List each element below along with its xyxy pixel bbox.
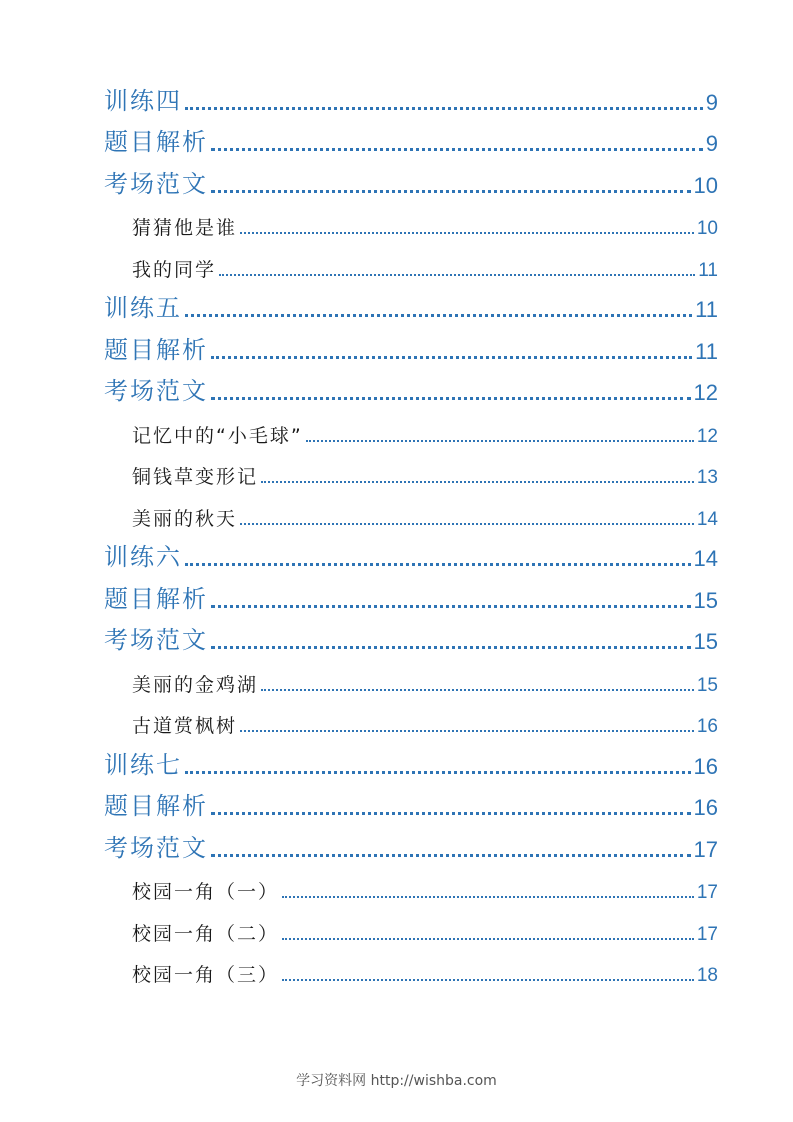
toc-entry[interactable] [104,80,718,116]
dot-leader [240,523,694,525]
dot-leader [211,356,692,359]
toc-entry-label: 题目解析 [104,336,208,364]
toc-entry-label: 校园一角（三） [132,964,280,986]
dot-leader [240,730,694,732]
toc-entry-page: 9 [705,90,718,115]
toc-entry[interactable] [104,121,718,157]
dot-leader [185,314,692,317]
toc-entry[interactable] [104,619,718,655]
toc-entry[interactable] [132,868,718,904]
dot-leader [306,440,694,442]
toc-entry[interactable] [104,578,718,614]
toc-entry-label: 记忆中的“小毛球” [132,425,303,447]
toc-entry-page: 9 [705,131,718,156]
toc-entry-label: 美丽的秋天 [132,508,238,530]
dot-leader [185,771,691,774]
dot-leader [211,812,691,815]
toc-entry-page: 10 [696,218,718,239]
toc-entry-page: 18 [696,965,718,986]
toc-entry-label: 校园一角（二） [132,923,280,945]
toc-entry-page: 16 [693,754,718,779]
toc-entry-label: 我的同学 [132,259,217,281]
dot-leader [211,646,691,649]
toc-entry-page: 11 [698,260,718,281]
toc-entry-label: 古道赏枫树 [132,715,238,737]
toc-entry-label: 训练六 [104,543,182,571]
toc-entry[interactable] [132,246,718,282]
toc-entry-label: 题目解析 [104,128,208,156]
toc-entry-page: 12 [693,380,718,405]
toc-entry[interactable] [132,910,718,946]
toc-entry-page: 16 [693,795,718,820]
toc-entry-label: 考场范文 [104,170,208,198]
toc-entry-page: 11 [695,297,718,322]
toc-entry[interactable] [104,163,718,199]
toc-entry-page: 11 [695,339,718,364]
toc-entry-label: 训练五 [104,294,182,322]
dot-leader [282,979,694,981]
dot-leader [211,605,691,608]
toc-entry-page: 17 [696,882,718,903]
dot-leader [211,190,691,193]
toc-entry-page: 15 [696,675,718,696]
toc-entry-label: 猜猜他是谁 [132,217,238,239]
toc-entry-page: 17 [693,837,718,862]
toc-entry[interactable] [132,702,718,738]
toc-entry-label: 训练四 [104,87,182,115]
toc-entry[interactable] [104,370,718,406]
toc-entry-label: 题目解析 [104,792,208,820]
toc-entry-page: 15 [693,629,718,654]
toc-entry[interactable] [132,412,718,448]
toc-entry-page: 13 [696,467,718,488]
toc-entry-page: 16 [696,716,718,737]
dot-leader [282,896,694,898]
toc-entry-label: 考场范文 [104,377,208,405]
dot-leader [261,481,694,483]
toc-entry-page: 10 [693,173,718,198]
toc-entry-page: 17 [696,924,718,945]
toc-entry-label: 校园一角（一） [132,881,280,903]
toc-entry[interactable] [104,744,718,780]
toc-entry[interactable] [132,204,718,240]
toc-entry[interactable] [104,827,718,863]
toc-entry-page: 12 [696,426,718,447]
dot-leader [211,148,703,151]
toc-entry-label: 考场范文 [104,626,208,654]
dot-leader [240,232,694,234]
toc-entry[interactable] [104,785,718,821]
toc-entry-page: 15 [693,588,718,613]
toc-entry-label: 题目解析 [104,585,208,613]
dot-leader [282,938,694,940]
toc-entry-label: 铜钱草变形记 [132,466,259,488]
dot-leader [219,274,695,276]
toc-entry-label: 训练七 [104,751,182,779]
toc-entry-page: 14 [696,509,718,530]
dot-leader [185,107,703,110]
dot-leader [261,689,694,691]
dot-leader [211,397,691,400]
dot-leader [185,563,691,566]
toc-entry-label: 考场范文 [104,834,208,862]
toc-entry[interactable] [132,951,718,987]
toc-entry[interactable] [104,329,718,365]
toc-entry-label: 美丽的金鸡湖 [132,674,259,696]
toc-entry[interactable] [132,495,718,531]
toc-entry[interactable] [104,536,718,572]
toc-entry[interactable] [104,287,718,323]
page-footer: 学习资料网 http://wishba.com [296,1073,497,1089]
toc-entry-page: 14 [693,546,718,571]
toc-entry[interactable] [132,453,718,489]
toc-entry[interactable] [132,661,718,697]
dot-leader [211,854,691,857]
